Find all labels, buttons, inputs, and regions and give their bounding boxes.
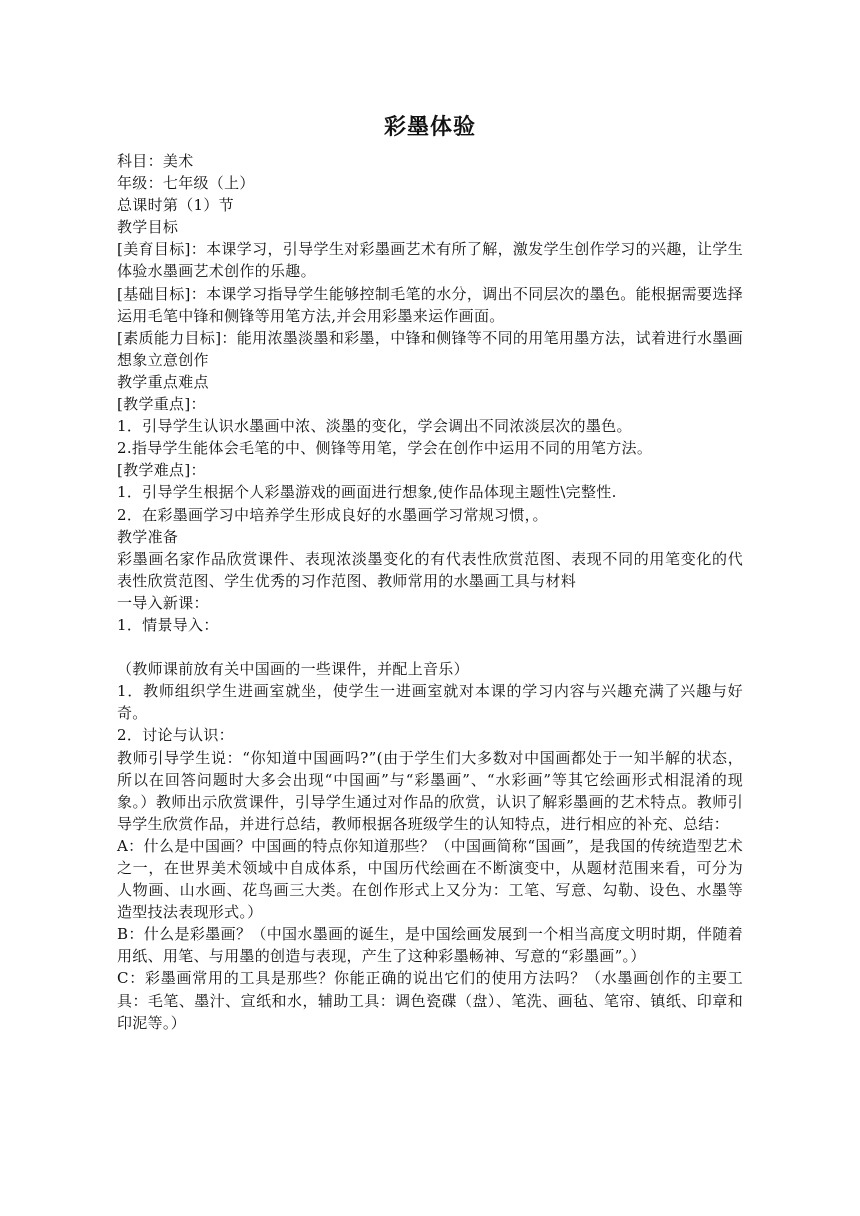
discussion-paragraph: 教师引导学生说：“你知道中国画吗?”(由于学生们大多数对中国画都处于一知半解的状态，所以在回答问题时大多会出现“中国画”与“彩墨画”、“水彩画”等其它绘画形式相混淆的现象。）教师出示欣赏课件，引导学生通过对作品的欣赏，认识了解彩墨画的艺术特点。教师引导学生欣赏作品，并进行总结，教师根据各班级学生的认知特点，进行相应的补充、总结： — [117, 748, 743, 833]
difficulty-2: 2．在彩墨画学习中培养学生形成良好的水墨画学习常规习惯，。 — [117, 505, 548, 524]
preparation-text: 彩墨画名家作品欣赏课件、表现浓淡墨变化的有代表性欣赏范图、表现不同的用笔变化的代表性欣赏范图、学生优秀的习作范图、教师常用的水墨画工具与材料 — [117, 549, 743, 590]
subject-line: 科目：美术 — [117, 152, 194, 170]
difficulties-label: [教学难点]： — [117, 461, 206, 480]
intro-step-1: 1．情景导入： — [117, 615, 219, 634]
section-heading-preparation: 教学准备 — [117, 527, 179, 546]
section-heading-objectives: 教学目标 — [117, 218, 179, 237]
key-points-label: [教学重点]： — [117, 395, 206, 414]
section-heading-intro: 一导入新课： — [117, 593, 209, 612]
question-c: C：彩墨画常用的工具是那些？你能正确的说出它们的使用方法吗？（水墨画创作的主要工具：毛笔、墨汁、宣纸和水，辅助工具：调色瓷碟（盘）、笔洗、画毡、笔帘、镇纸、印章和印泥等。） — [117, 969, 743, 1032]
document-body — [117, 150, 743, 1034]
objective-ability: [素质能力目标]：能用浓墨淡墨和彩墨，中锋和侧锋等不同的用笔用墨方法，试着进行水墨画想象立意创作 — [117, 328, 743, 369]
difficulty-1: 1．引导学生根据个人彩墨游戏的画面进行想象,使作品体现主题性\完整性. — [117, 483, 617, 502]
grade-line: 年级：七年级（上） — [117, 174, 255, 193]
document-title: 彩墨体验 — [383, 115, 476, 140]
section-heading-key-points: 教学重点难点 — [117, 372, 209, 391]
objective-aesthetic: [美育目标]：本课学习，引导学生对彩墨画艺术有所了解，激发学生创作学习的兴趣，让学生体验水墨画艺术创作的乐趣。 — [117, 240, 743, 281]
document-page — [117, 108, 743, 1034]
intro-step-2: 2．讨论与认识： — [117, 726, 234, 745]
key-point-1: 1．引导学生认识水墨画中浓、淡墨的变化，学会调出不同浓淡层次的墨色。 — [117, 417, 632, 436]
teacher-note: （教师课前放有关中国画的一些课件，并配上音乐） — [117, 660, 469, 679]
intro-paragraph-1: 1．教师组织学生进画室就坐，使学生一进画室就对本课的学习内容与兴趣充满了兴趣与好奇。 — [117, 682, 743, 723]
lesson-count-line: 总课时第（1）节 — [117, 196, 234, 215]
question-b: B：什么是彩墨画？（中国水墨画的诞生，是中国绘画发展到一个相当高度文明时期，伴随着用纸、用笔、与用墨的创造与表现，产生了这种彩墨畅神、写意的“彩墨画”。） — [117, 925, 743, 966]
blank-line — [117, 636, 743, 658]
key-point-2: 2.指导学生能体会毛笔的中、侧锋等用笔，学会在创作中运用不同的用笔方法。 — [117, 439, 653, 458]
objective-basic: [基础目标]：本课学习指导学生能够控制毛笔的水分，调出不同层次的墨色。能根据需要选择运用毛笔中锋和侧锋等用笔方法,并会用彩墨来运作画面。 — [117, 284, 743, 325]
question-a: A：什么是中国画？中国画的特点你知道那些？（中国画简称“国画”，是我国的传统造型艺术之一，在世界美术领域中自成体系，中国历代绘画在不断演变中，从题材范围来看，可分为人物画、山水画、花鸟画三大类。在创作形式上又分为：工笔、写意、勾勒、设色、水墨等造型技法表现形式。） — [117, 836, 743, 922]
